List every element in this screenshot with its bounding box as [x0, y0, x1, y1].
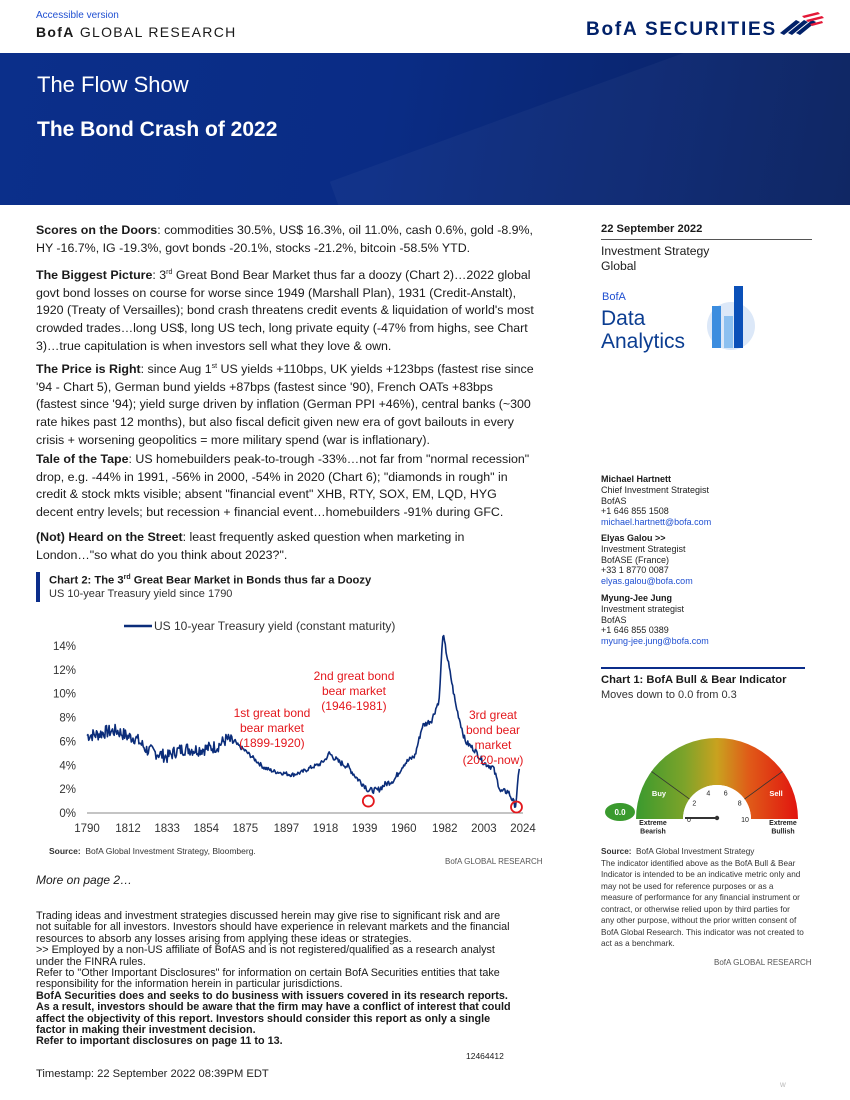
x-tick-label: 1897 — [273, 823, 300, 835]
y-tick-label: 12% — [52, 664, 76, 677]
paragraph-text: : 3 — [152, 268, 167, 283]
timestamp: Timestamp: 22 September 2022 08:39PM EDT — [36, 1068, 269, 1080]
strategy-label: Investment Strategy — [601, 244, 710, 258]
analyst-name: Michael Hartnett — [601, 474, 672, 484]
paragraph-head: The Price is Right — [36, 362, 141, 377]
superscript: rd — [166, 269, 173, 276]
x-tick-label: 1982 — [431, 823, 458, 835]
analyst-email-link[interactable]: elyas.galou@bofa.com — [601, 576, 693, 587]
paragraph-text: : commodities 30.5%, US$ 16.3%, oil 11.0%, cash 0.6%, gold -8.9%, HY -16.7%, IG -19.3%, govt bonds -20.1%, stocks -21.2%, bitcoin -58.5% YTD. — [36, 223, 534, 255]
gauge-tick-label: 6 — [723, 790, 728, 798]
analyst-title: Investment Strategist — [601, 543, 686, 554]
paragraph-heard-on-street — [36, 529, 536, 564]
analyst-phone: +1 646 855 0389 — [601, 625, 669, 636]
footer-mark: w — [780, 1080, 786, 1089]
paragraph-tale-of-tape — [36, 451, 536, 521]
chart2-source: Source: BofA Global Investment Strategy, Bloomberg. — [49, 846, 256, 856]
paragraph-head: Scores on the Doors — [36, 223, 158, 237]
analyst-card — [601, 533, 801, 587]
analyst-title: Investment strategist — [601, 603, 685, 614]
low-marker-1941 — [363, 796, 374, 807]
series-name: The Flow Show — [37, 72, 189, 97]
disclaimer-refer: Refer to important disclosures on page 11 to 13. — [36, 1035, 283, 1048]
x-tick-label: 1875 — [232, 823, 259, 835]
analyst-name: Elyas Galou >> — [601, 533, 666, 543]
annotation-line: 1st great bond — [233, 706, 311, 720]
chart2-accent-bar — [36, 572, 40, 602]
y-tick-label: 0% — [59, 808, 76, 820]
gauge-tick-label: 0 — [687, 817, 691, 824]
paragraph-head: The Biggest Picture — [36, 268, 153, 283]
y-tick-label: 6% — [59, 736, 76, 749]
annotation-label — [314, 669, 395, 713]
y-tick-label: 8% — [59, 712, 76, 725]
paragraph-text: Great Bond Bear Market thus far a doozy (Chart 2)…2022 global govt bond losses on course for worse since 1949 (Marshall Plan), 1931 (Credit-Anstalt), 1920 (Treaty of Versailles); bond crash threatens credit events & liquidation of world's most crowded trades…long US$, long US tech, long private equity (-47% from highs, see Chart 3)…true capitulation is when investors sell what they love & own. — [36, 268, 534, 353]
bull-bear-gauge — [600, 707, 810, 842]
annotation-line: bear market — [321, 684, 387, 698]
annotation-line: (1899-1920) — [239, 736, 305, 750]
x-tick-label: 1918 — [312, 823, 339, 835]
chart1-divider — [601, 667, 805, 669]
paragraph-text: : least frequently asked question when marketing in London…"so what do you think about 2023?". — [36, 530, 465, 562]
annotation-line: bond bear — [465, 723, 521, 737]
paragraph-text: : since Aug 1 — [140, 362, 212, 377]
analyst-card — [601, 593, 801, 647]
y-tick-label: 2% — [59, 784, 76, 797]
annotation-label — [234, 706, 311, 750]
research-bofa: BofA — [36, 24, 75, 40]
report-date: 22 September 2022 — [601, 223, 703, 235]
disclaimer-conflict: BofA Securities does and seeks to do business with issuers covered in its research reports. As a result, investors should be aware that the firm may have a conflict of interest that could affect the objectivity of this report. Investors should consider this report as only a single factor in making their investment decision. — [36, 989, 511, 1037]
report-reference-number: 12464412 — [466, 1051, 504, 1061]
x-tick-label: 1790 — [74, 823, 100, 835]
extreme-bearish-label: Bearish — [640, 828, 666, 836]
x-tick-label: 1939 — [351, 823, 378, 835]
treasury-yield-chart — [36, 612, 536, 842]
legend-label: US 10-year Treasury yield (constant maturity) — [154, 619, 396, 633]
flag-logo-icon — [774, 12, 824, 36]
disclaimer-affiliate: >> Employed by a non-US affiliate of BofAS and is not registered/qualified as a research analyst under the FINRA rules. — [36, 944, 495, 968]
chart2-title: Chart 2: The 3rd Great Bear Market in Bonds thus far a Doozy — [49, 574, 372, 587]
y-tick-label: 14% — [52, 641, 76, 653]
chart2-credit: BofA GLOBAL RESEARCH — [445, 857, 543, 866]
disclaimer-block — [36, 911, 511, 1048]
chart1-title: Chart 1: BofA Bull & Bear Indicator — [601, 674, 787, 686]
x-tick-label: 1854 — [193, 823, 220, 835]
bar-chart-icon — [706, 286, 756, 352]
extreme-bullish-label: Bullish — [771, 828, 795, 836]
x-tick-label: 1833 — [154, 823, 180, 835]
gauge-tick-label: 2 — [692, 800, 697, 808]
extreme-bearish-label: Extreme — [639, 820, 667, 827]
paragraph-price-right — [36, 358, 536, 449]
analyst-firm: BofAS — [601, 495, 627, 506]
gauge-tick-label: 8 — [737, 800, 742, 808]
strategy-info — [601, 244, 709, 274]
x-tick-label: 1812 — [115, 823, 141, 835]
paragraph-text: : US homebuilders peak-to-trough -33%…not far from "normal recession" drop, e.g. -44% in 1991, -56% in 2000, -54% in 2020 (Chart 6); "diamonds in rough" in credit & stock mkts visible; absent "financial event" XHB, RTY, SOX, EM, LQD, HYG decent entry levels; but recession + financial event…homebuilders -91% during GFC. — [36, 452, 530, 519]
analyst-name: Myung-Jee Jung — [601, 593, 673, 603]
annotation-label — [463, 708, 524, 767]
annotation-line: bear market — [239, 721, 305, 735]
paragraph-biggest-picture — [36, 264, 536, 355]
chart1-subtitle: Moves down to 0.0 from 0.3 — [601, 689, 737, 701]
analyst-title: Chief Investment Strategist — [601, 484, 710, 495]
zone-buy-label: Buy — [651, 789, 667, 798]
report-title: The Bond Crash of 2022 — [37, 118, 278, 141]
disclaimer-risk: Trading ideas and investment strategies discussed herein may give rise to significant risk and are not suitable for all investors. Investors should have experience in relevant markets and the financial resources to absorb any losses arising from applying these ideas or strategies. — [36, 910, 510, 945]
paragraph-text: US yields +110bps, UK yields +123bps (fastest rise since '94 - Chart 5), German bund yields +87bps (fastest since '90), French OATs +83bps (fastest since '94); yield surge driven by inflation (German PPI +46%), central banks (~300 rate hikes past 12 months), but also fiscal deficit given new era of govt bailouts in every crisis + worsening geopolitics = more military spend (war is inflationary). — [36, 362, 534, 447]
accessible-version-link[interactable]: Accessible version — [36, 10, 119, 21]
paragraph-head: Tale of the Tape — [36, 452, 129, 466]
annotation-line: (1946-1981) — [321, 699, 387, 713]
chart1-source: Source: BofA Global Investment Strategy The indicator identified above as the BofA Bull & Bear Indicator is intended to be an indicative metric only and may not be used for reference purposes or as a measure of performance for any financial instrument or contract, or otherwise relied upon by third parties for any other purpose, without the prior written consent of BofA Global Research. This indicator was not created to act as a benchmark. — [601, 847, 804, 948]
needle-hub — [715, 816, 719, 820]
global-research-label — [36, 24, 237, 40]
bofa-label: BofA — [602, 291, 626, 303]
data-analytics-label: Data Analytics — [601, 307, 686, 353]
gauge-value-label: 0.0 — [614, 808, 626, 817]
analyst-firm: BofAS — [601, 614, 627, 625]
analyst-card — [601, 474, 801, 528]
disclaimer-other: Refer to "Other Important Disclosures" for information on certain BofA Securities entities that take responsibility for the information herein in particular jurisdictions. — [36, 967, 500, 991]
gauge-tick-label: 4 — [706, 790, 711, 798]
chart1-credit: BofA GLOBAL RESEARCH — [714, 958, 812, 967]
paragraph-head: (Not) Heard on the Street — [36, 530, 183, 544]
analyst-firm: BofASE (France) — [601, 554, 670, 565]
analyst-phone: +1 646 855 1508 — [601, 506, 669, 517]
extreme-bullish-label: Extreme — [769, 820, 797, 827]
superscript: st — [211, 363, 218, 370]
analyst-email-link[interactable]: myung-jee.jung@bofa.com — [601, 636, 709, 647]
x-tick-label: 1960 — [390, 823, 417, 835]
more-on-page-2: More on page 2… — [36, 873, 133, 887]
x-tick-label: 2003 — [471, 823, 497, 835]
analyst-phone: +33 1 8770 0087 — [601, 565, 669, 576]
annotation-line: (2020-now) — [462, 753, 524, 767]
analyst-email-link[interactable]: michael.hartnett@bofa.com — [601, 517, 712, 528]
region-label: Global — [601, 259, 637, 273]
bofa-securities-logo: BofA SECURITIES — [586, 19, 777, 40]
annotation-line: market — [474, 738, 512, 752]
y-tick-label: 4% — [59, 760, 76, 773]
annotation-line: 3rd great — [468, 708, 518, 722]
gauge-tick-label: 10 — [741, 817, 749, 824]
zone-sell-label: Sell — [769, 789, 783, 798]
chart2-subtitle: US 10-year Treasury yield since 1790 — [49, 588, 233, 600]
annotation-line: 2nd great bond — [313, 669, 395, 683]
x-tick-label: 2024 — [510, 823, 536, 835]
date-divider — [601, 239, 812, 240]
research-rest: GLOBAL RESEARCH — [74, 24, 237, 40]
paragraph-scores — [36, 222, 536, 257]
y-tick-label: 10% — [52, 688, 76, 701]
